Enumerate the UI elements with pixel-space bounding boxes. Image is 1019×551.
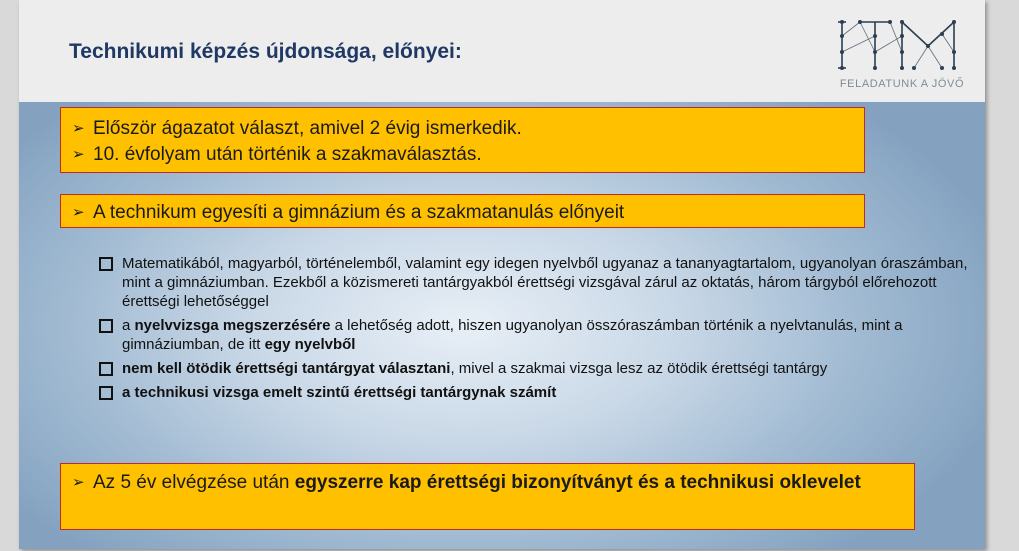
- page-title: Technikumi képzés újdonsága, előnyei:: [69, 40, 462, 63]
- list-item: [99, 383, 969, 402]
- benefit-list: [99, 254, 969, 407]
- list-item: [72, 200, 864, 226]
- bullet-fifth-subject: nem kell ötödik érettségi tantárgyat választani, mivel a szakmai vizsga lesz az ötödik érettségi tantárgy: [122, 360, 828, 377]
- checkbox-bullet-icon: [99, 257, 113, 271]
- list-item: [99, 254, 969, 311]
- logo-tagline: FELADATUNK A JÖVŐ: [839, 78, 965, 90]
- list-item: [72, 142, 864, 168]
- list-item: [99, 316, 969, 354]
- list-item: [72, 469, 914, 497]
- arrow-bullet-icon: ➢: [72, 474, 85, 491]
- itm-logo-icon: [832, 16, 972, 74]
- slide-content: [19, 102, 985, 549]
- list-item: [99, 359, 969, 378]
- checkbox-bullet-icon: [99, 386, 113, 400]
- bullet-general-subjects: Matematikából, magyarból, történelemből, valamint egy idegen nyelvből ugyanaz a tananyagtartalom, ugyanolyan óraszámban, mint a gimnáziumban. Ezekből a közismereti tantárgyakból érettségi vizsgával zárul az oktatás, három tárgyból előrehozott érettségi lehetőséggel: [122, 255, 968, 310]
- bullet-technician-exam: a technikusi vizsga emelt szintű érettségi tantárgynak számít: [122, 384, 557, 401]
- checkbox-bullet-icon: [99, 319, 113, 333]
- box3-text: Az 5 év elvégzése után egyszerre kap érettségi bizonyítványt és a technikusi oklevelet: [93, 472, 861, 493]
- box1-line1: Először ágazatot választ, amivel 2 évig ismerkedik.: [93, 118, 522, 139]
- highlight-box-track-choice: [60, 107, 865, 173]
- checkbox-bullet-icon: [99, 362, 113, 376]
- highlight-box-combined-benefits: [60, 194, 865, 228]
- arrow-bullet-icon: ➢: [72, 146, 85, 163]
- list-item: [72, 116, 864, 142]
- box1-line2: 10. évfolyam után történik a szakmaválasztás.: [93, 144, 482, 165]
- highlight-box-outcome: [60, 463, 915, 530]
- box2-line1: A technikum egyesíti a gimnázium és a szakmatanulás előnyeit: [93, 202, 625, 223]
- slide-header: [19, 0, 985, 102]
- bullet-language-exam: a nyelvvizsga megszerzésére a lehetőség adott, hiszen ugyanolyan összóraszámban történik a nyelvtanulás, mint a gimnáziumban, de itt egy nyelvből: [122, 317, 903, 353]
- itm-logo: [832, 16, 972, 94]
- arrow-bullet-icon: ➢: [72, 204, 85, 221]
- arrow-bullet-icon: ➢: [72, 120, 85, 137]
- slide: [19, 0, 985, 549]
